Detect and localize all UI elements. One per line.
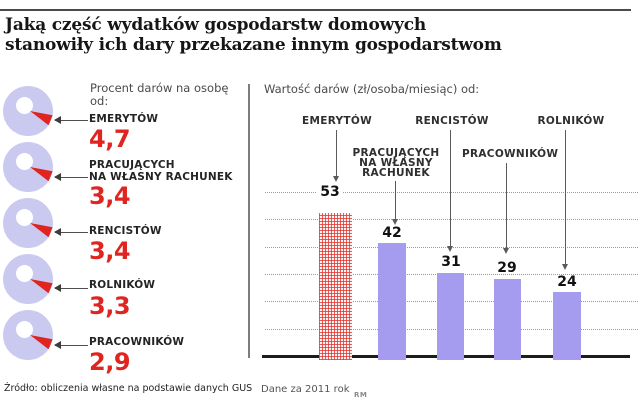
- percent-value: 3,3: [89, 292, 131, 320]
- down-arrow-icon: [333, 176, 339, 182]
- page-title-line-2: stanowiły ich dary przekazane innym gospodarstwom: [5, 35, 502, 55]
- right-panel-heading: Wartość darów (zł/osoba/miesiąc) od:: [264, 82, 480, 96]
- down-arrow-icon: [447, 246, 453, 252]
- category-label: RENCISTÓW: [89, 225, 162, 237]
- leader-line: [565, 130, 566, 264]
- percent-value: 2,9: [89, 348, 131, 376]
- bar-value: 31: [441, 254, 461, 270]
- bar-value-chip: 53: [317, 184, 342, 200]
- down-arrow-icon: [562, 264, 568, 270]
- bar-category-label: RENCISTÓW: [415, 115, 489, 127]
- bar-emerytow: [319, 213, 352, 360]
- source-note: Źródło: obliczenia własne na podstawie danych GUS: [4, 383, 253, 394]
- bar-category-label: EMERYTÓW: [302, 115, 372, 127]
- left-arrow-icon: [55, 120, 88, 121]
- bar-category-label-line: PRACUJĄCYCH: [352, 147, 440, 159]
- bar-category-label: PRACOWNIKÓW: [462, 148, 559, 160]
- percent-value: 3,4: [89, 182, 131, 210]
- leader-line: [450, 130, 451, 246]
- data-year-note: Dane za 2011 rok: [261, 384, 350, 395]
- donut-chart-icon: [2, 309, 54, 361]
- category-label: ROLNIKÓW: [89, 279, 156, 291]
- percent-value: 4,7: [89, 125, 131, 153]
- down-arrow-icon: [503, 248, 509, 254]
- bar-value: 29: [497, 260, 517, 276]
- percent-value: 3,4: [89, 237, 131, 265]
- donut-chart-icon: [2, 253, 54, 305]
- left-arrow-icon: [55, 288, 88, 289]
- category-label: [89, 160, 239, 183]
- category-label-line: NA WŁASNY RACHUNEK: [89, 170, 233, 183]
- top-rule: [0, 9, 631, 11]
- category-label: EMERYTÓW: [89, 113, 159, 125]
- bar-value: 24: [557, 274, 577, 290]
- donut-chart-icon: [2, 141, 54, 193]
- category-label: PRACOWNIKÓW: [89, 336, 185, 348]
- credit-mark: RM: [354, 391, 368, 399]
- donut-chart-icon: [2, 197, 54, 249]
- donut-chart-icon: [2, 85, 54, 137]
- left-arrow-icon: [55, 232, 88, 233]
- page-title-line-1: Jaką część wydatków gospodarstw domowych: [5, 15, 427, 35]
- category-label-line: PRACUJĄCYCH: [89, 159, 175, 171]
- leader-line: [506, 163, 507, 248]
- bar-value: [310, 185, 350, 200]
- left-panel-heading: Procent darów na osobę od:: [90, 81, 229, 108]
- panel-divider: [248, 84, 250, 358]
- bar-category-label: [346, 148, 446, 178]
- left-arrow-icon: [55, 177, 88, 178]
- bar-rencistow: [437, 273, 464, 360]
- bar-rolnikow: [553, 292, 581, 360]
- leader-line: [336, 130, 337, 176]
- bar-category-label-line: NA WŁASNY: [359, 157, 433, 169]
- bar-category-label: ROLNIKÓW: [537, 115, 605, 127]
- bar-category-label-line: RACHUNEK: [362, 167, 430, 179]
- bar-pracujacych: [378, 243, 406, 360]
- leader-line: [395, 181, 396, 219]
- left-arrow-icon: [55, 345, 88, 346]
- bar-value: 42: [382, 225, 402, 241]
- page-title: [5, 15, 502, 55]
- bar-pracownikow: [494, 279, 521, 360]
